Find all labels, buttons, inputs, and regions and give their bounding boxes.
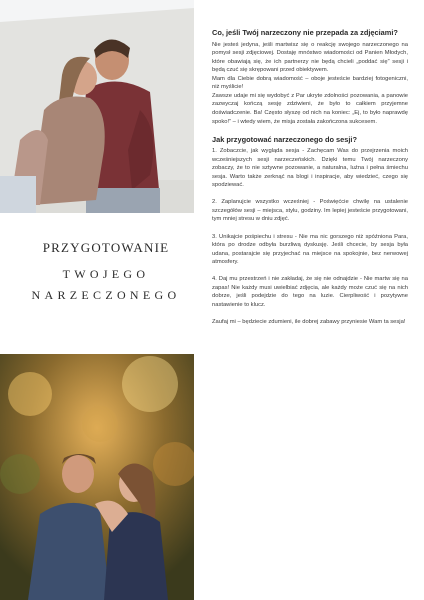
tip-2: 2. Zaplanujcie wszystko wcześniej - Poświęćcie chwilę na ustalenie szczegółów sesji – miejsca, stylu, godziny. Im lepiej jesteście przygotowani, tym mniej stresu w dniu zdjęć.: [212, 199, 408, 223]
closing-paragraph: Zaufaj mi – będziecie zdumieni, ile dobrej zabawy przyniesie Wam ta sesja!: [212, 318, 406, 325]
tip-4: 4. Daj mu przestrzeń i nie zakładaj, że się nie odnajdzie - Nie martw się na zapas! Nie każdy musi uwielbiać zdjęcia, ale każdy może czuć się na nich dobrze, jeśli podejdzie do tego na luzie. Cierpliwość i pozytywne nastawienie to klucz.: [212, 276, 408, 308]
title-line-1: PRZYGOTOWANIE: [42, 240, 170, 255]
heading-photo-shy: Co, jeśli Twój narzeczony nie przepada za zdjęciami?: [212, 28, 398, 37]
article-column: [212, 28, 408, 326]
paragraph-1: Nie jesteś jedyna, jeśli martwisz się o reakcję swojego narzeczonego na pomysł sesji zdjęciowej. Dostaję mnóstwo wiadomości od Panien Młodych, które obawiają się, że ich partnerzy nie będą chcieli „poddać się” sesji i będą czuć się skrępowani przed obiektywem.: [212, 41, 408, 74]
tip-1: 1. Zobaczcie, jak wygląda sesja - Zachęcam Was do przejrzenia moich wcześniejszych sesji narzeczeńskich. Dzięki temu Twój narzeczony zobaczy, że to nie sztywne pozowanie, a naturalna, luźna i pełna śmiechu sesja. Warto także zerknąć na blogi i inspiracje, aby wiedzieć, czego się spodziewać.: [212, 148, 408, 189]
title-line-2: TWOJEGO: [62, 267, 150, 281]
couple-kissing-photo: [0, 0, 194, 213]
paragraph-3: Zawsze udaje mi się wydobyć z Par ukryte zdolności pozowania, a panowie zazwyczaj kończą sesję zdziwieni, że było to całkiem przyjemne doświadczenie. Ba! Często słyszę od nich na koniec: „Ej, to było naprawdę spoko!” – i wtedy wiem, że misja została zakończona sukcesem.: [212, 92, 408, 125]
title-line-3: NARZECZONEGO: [31, 288, 181, 302]
couple-autumn-photo: [0, 354, 194, 600]
paragraph-2: Mam dla Ciebie dobrą wiadomość – oboje jesteście bardziej fotogeniczni, niż myślicie!: [212, 75, 408, 91]
section-title: [0, 240, 212, 303]
heading-how-to-prepare: Jak przygotować narzeczonego do sesji?: [212, 134, 357, 144]
tip-3: 3. Unikajcie pośpiechu i stresu - Nie ma nic gorszego niż spóźniona Para, która po drodze odbyła burzliwą dyskusję. Jeśli chcecie, by sesja była udana, postarajcie się przyjechać na miejsce na spokojnie, bez nerwowej atmosfery.: [212, 233, 408, 266]
